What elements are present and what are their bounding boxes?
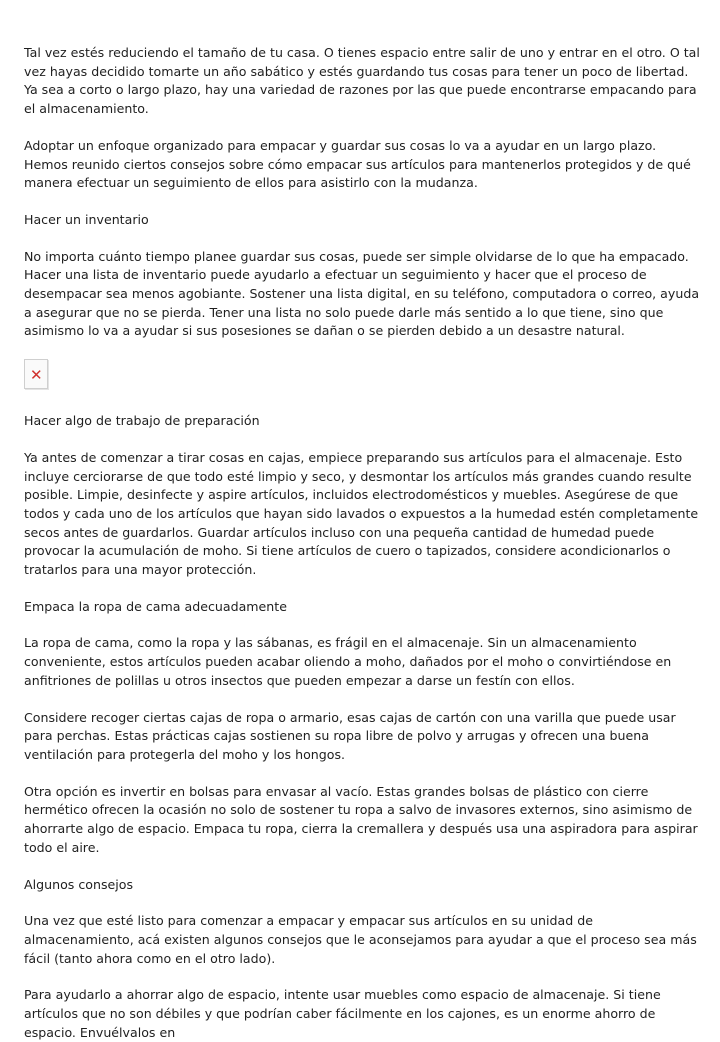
paragraph-inventory: No importa cuánto tiempo planee guardar sus cosas, puede ser simple olvidarse de lo que ha empacado. Hacer una lista de inventario puede ayudarlo a efectuar un seguimiento y hacer que el proceso de desempacar sea menos agobiante. Sostener una lista digital, en su teléfono, computadora o correo, ayuda a asegurar que no se pierda. Tener una lista no solo puede darle más sentido a lo que tiene, sino que asimismo lo va a ayudar si sus posesiones se dañan o se pierden debido a un desastre natural. bbox=[24, 248, 700, 339]
heading-tips: Algunos consejos bbox=[24, 876, 134, 892]
paragraph-tips-intro: Una vez que esté listo para comenzar a empacar y empacar sus artículos en su unidad de almacenamiento, acá existen algunos consejos que le aconsejamos para ayudar a que el proceso sea más fácil (tanto ahora como en el otro lado). bbox=[24, 913, 697, 966]
paragraph-preparation: Ya antes de comenzar a tirar cosas en cajas, empiece preparando sus artículos para el almacenaje. Esto incluye cerciorarse de que todo esté limpio y seco, y desmontar los artículos más grandes cuando resulte posible. Limpie, desinfecte y aspire artículos, incluidos electrodomésticos y muebles. Asegúrese de que todos y cada uno de los artículos que hayan sido lavados o expuestos a la humedad estén completamente secos antes de guardarlos. Guardar artículos incluso con una pequeña cantidad de humedad puede provocar la acumulación de moho. Si tiene artículos de cuero o tapizados, considere acondicionarlos o tratarlos para una mayor protección. bbox=[24, 449, 699, 578]
paragraph-furniture-storage: Para ayudarlo a ahorrar algo de espacio, intente usar muebles como espacio de almacenaje. Si tiene artículos que no son débiles y que podrían caber fácilmente en los cajones, es un enorme ahorro de espacio. Envuélvalos en bbox=[24, 987, 661, 1040]
paragraph-approach: Adoptar un enfoque organizado para empacar y guardar sus cosas lo va a ayudar en un largo plazo. Hemos reunido ciertos consejos sobre cómo empacar sus artículos para mantenerlos protegidos y de qué manera efectuar un seguimiento de ellos para asistirlo con la mudanza. bbox=[24, 137, 691, 191]
broken-image-icon: ✕ bbox=[24, 359, 48, 389]
paragraph-vacuum-bags: Otra opción es invertir en bolsas para envasar al vacío. Estas grandes bolsas de plástico con cierre hermético ofrecen la ocasión no solo de sostener tu ropa a salvo de invasores externos, sino asimismo de ahorrarte algo de espacio. Empaca tu ropa, cierra la cremallera y después usa una aspiradora para aspirar todo el aire. bbox=[24, 783, 698, 855]
paragraph-wardrobe-boxes: Considere recoger ciertas cajas de ropa o armario, esas cajas de cartón con una varilla que puede usar para perchas. Estas prácticas cajas sostienen su ropa libre de polvo y arrugas y ofrecen una buena ventilación para protegerla del moho y los hongos. bbox=[24, 709, 676, 762]
broken-image bbox=[24, 359, 700, 393]
heading-inventory: Hacer un inventario bbox=[24, 211, 149, 227]
paragraph-intro: Tal vez estés reduciendo el tamaño de tu casa. O tienes espacio entre salir de uno y entrar en el otro. O tal vez hayas decidido tomarte un año sabático y estés guardando tus cosas para tener un poco de libertad. Ya sea a corto o largo plazo, hay una variedad de razones por las que puede encontrarse empacando para el almacenamiento. bbox=[24, 45, 700, 117]
heading-preparation: Hacer algo de trabajo de preparación bbox=[24, 413, 260, 429]
heading-bedding: Empaca la ropa de cama adecuadamente bbox=[24, 598, 287, 614]
paragraph-bedding: La ropa de cama, como la ropa y las sábanas, es frágil en el almacenaje. Sin un almacenamiento conveniente, estos artículos pueden acabar oliendo a moho, dañados por el moho o convirtiéndose en anfitriones de polillas u otros insectos que pueden empezar a darse un festín con ellos. bbox=[24, 635, 672, 688]
